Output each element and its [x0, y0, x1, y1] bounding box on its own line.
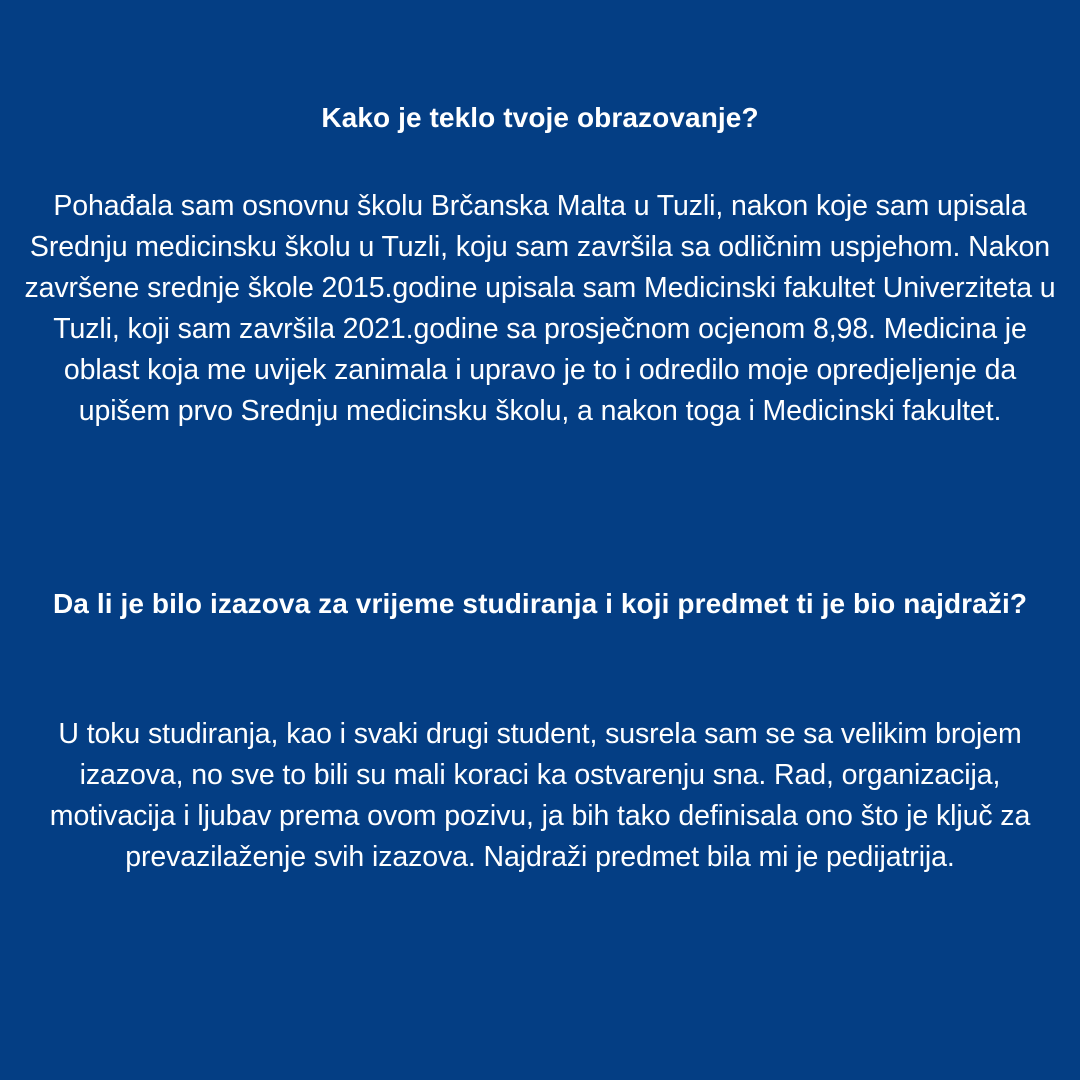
- answer-education: Pohađala sam osnovnu školu Brčanska Malta u Tuzli, nakon koje sam upisala Srednju medicinsku školu u Tuzli, koju sam završila sa odličnim uspjehom. Nakon završene srednje škole 2015.godine upisala sam Medicinski fakultet Univerziteta u Tuzli, koji sam završila 2021.godine sa prosječnom ocjenom 8,98. Medicina je oblast koja me uvijek zanimala i upravo je to i odredilo moje opredjeljenje da upišem prvo Srednju medicinsku školu, a nakon toga i Medicinski fakultet.: [24, 190, 1056, 427]
- question-challenges: Da li je bilo izazova za vrijeme studiranja i koji predmet ti je bio najdraži?: [52, 588, 1028, 619]
- question-education: Kako je teklo tvoje obrazovanje?: [321, 102, 759, 133]
- answer-challenges: U toku studiranja, kao i svaki drugi student, susrela sam se sa velikim brojem izazova, no sve to bili su mali koraci ka ostvarenju sna. Rad, organizacija, motivacija i ljubav prema ovom pozivu, ja bih tako definisala ono što je ključ za prevazilaženje svih izazova. Najdraži predmet bila mi je pedijatrija.: [49, 718, 1031, 873]
